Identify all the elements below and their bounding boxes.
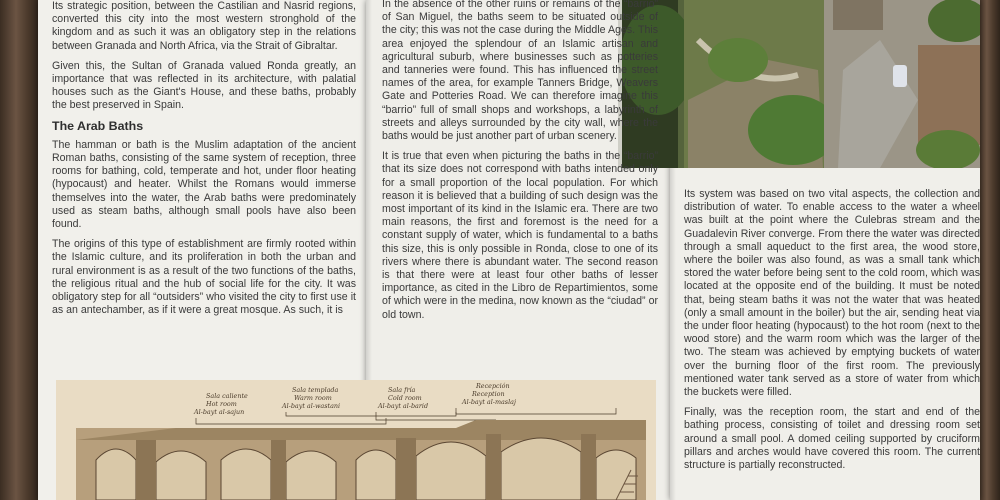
label-text: Al-bayt al-maslaj bbox=[462, 398, 516, 406]
section-heading: The Arab Baths bbox=[52, 118, 144, 133]
label-text: Sala templada bbox=[292, 386, 339, 394]
paragraph: Its strategic position, between the Castilian and Nasrid regions, converted this city into the most western stronghold of the kingdom and as such it was an obligatory step in the relations between Granada and North Africa, via the Strait of Gibraltar. bbox=[52, 0, 356, 52]
label-text: Al-bayt al-wastani bbox=[282, 402, 341, 410]
paragraph: In the absence of the other ruins or remains of the “barrio” of San Miguel, the baths seem to be situated outside of the city; this was not the case during the Middle Ages. This area enjoyed the splendour of an Islamic artisan and agricultural suburb, where businesses such as potteries and tanneries were found. This has influenced the street names of the area, for example Tanners Bridge, Weavers Gate and Potteries Road. We can therefore imagine this “barrio” full of small shops and workshops, a labyrinth of streets and alleys surrounded by the city wall, where the baths would be just another part of urban scenery. bbox=[382, 0, 658, 143]
aerial-photo-of-baths bbox=[618, 0, 980, 168]
middle-column-text bbox=[382, 0, 658, 329]
label-text: Reception bbox=[472, 390, 505, 398]
wooden-table-left bbox=[0, 0, 40, 500]
label-text: Recepción bbox=[476, 382, 510, 390]
label-text: Al-bayt al-barid bbox=[378, 402, 429, 410]
right-column-text bbox=[684, 188, 980, 479]
label-text: Hot room bbox=[206, 400, 237, 408]
paragraph: Its system was based on two vital aspects, the collection and distribution of water. To enable access to the water a wheel was built at the point where the Culebras stream and the Guadalevin River converge. From there the water was directed through a small aqueduct to the first area, the wood store, where the boiler was also found, as was a small tank which stored the water before being sent to the cold room, which was located at the opposite end of the building. It must be noted that, being steam baths it was not the water that was heated (only a small amount in the boiler) but the air, sending heat via the under floor heating (hypocaust) to the hot room (next to the wood store) and the warm room which was the larger of the two. The steam was achieved by emptying buckets of water over the burning floor of the first room. The previously mentioned water tank served as a store of water from which the buckets were filled. bbox=[684, 188, 980, 399]
label-text: Warm room bbox=[294, 394, 332, 402]
paragraph: The hamman or bath is the Muslim adaptation of the ancient Roman baths, consisting of the same system of reception, three rooms for bathing, cold, temperate and hot, under floor heating (hypocaust) and heater. Whilst the Romans would immerse themselves into the water, the Arab baths were predominately used as steam baths, although small pools have also been found. bbox=[52, 138, 356, 231]
left-column-text bbox=[52, 0, 356, 324]
wooden-table-right bbox=[978, 0, 1000, 500]
label-text: Cold room bbox=[388, 394, 422, 402]
label-text: Sala caliente bbox=[206, 392, 248, 400]
paragraph: It is true that even when picturing the baths in the “barrio” that its size does not correspond with baths intended only for a small proportion of the local population. For which reason it is believed that a building of such design was the most important of its kind in the Islamic era. There are two main reasons, the first and foremost is the need for a constant supply of water, which is fundamental to a baths this size, this is only possible in Ronda, close to one of its rivers where there is abundant water. The second reason is that there were at least four other baths of lesser importance, as cited in the Libro de Repartimientos, some of which were in the medina, now known as the “ciudad” or old town. bbox=[382, 150, 658, 321]
bath-cross-section-drawing bbox=[56, 380, 656, 500]
label-text: Sala fría bbox=[388, 386, 416, 394]
label-text: Al-bayt al-sajun bbox=[194, 408, 245, 416]
paragraph: Given this, the Sultan of Granada valued Ronda greatly, an importance that was reflected in its architecture, with palatial houses such as the Giant's House, and these baths, probably the best preserved in Spain. bbox=[52, 59, 356, 112]
paragraph: Finally, was the reception room, the start and end of the bathing process, consisting of toilet and dressing room set around a small pool. A domed ceiling supported by cruciform pillars and arches would have covered this room. The current structure is partially reconstructed. bbox=[684, 406, 980, 472]
paragraph: The origins of this type of establishment are firmly rooted within the Islamic culture, and its proliferation in both the urban and rural environment is as a result of the two functions of the baths, the religious ritual and the hub of social life for the city. It was obligatory step for all “outsiders” who visited the city to first use it as an antechamber, as if it were a great mosque. As such, it is bbox=[52, 238, 356, 317]
